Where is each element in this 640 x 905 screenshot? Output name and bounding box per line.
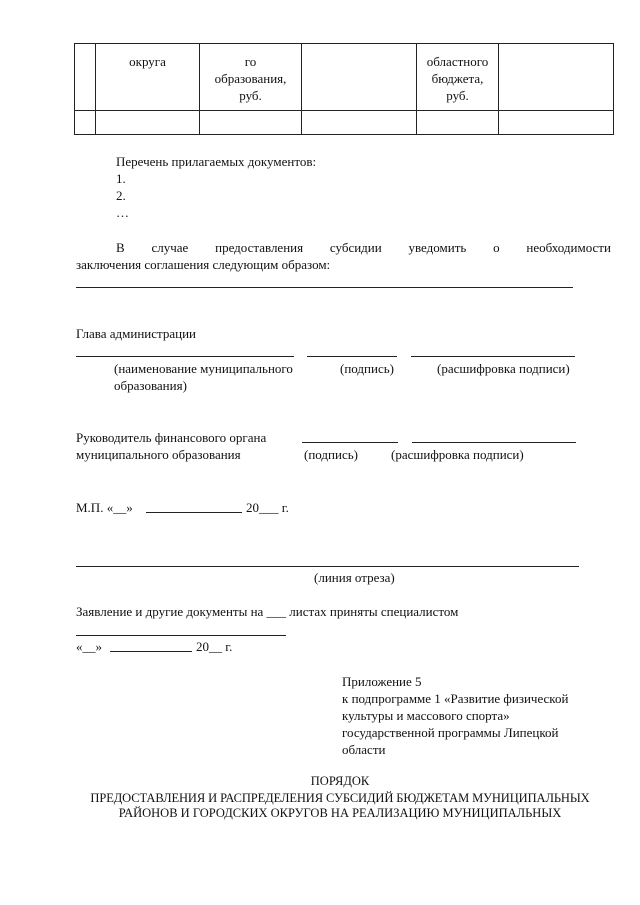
order-title: ПРЕДОСТАВЛЕНИЯ И РАСПРЕДЕЛЕНИЯ СУБСИДИЙ БЮДЖЕТАМ МУНИЦИПАЛЬНЫХ [90,791,590,805]
word: В [116,240,125,255]
table-cell [200,53,301,104]
head-admin-title: Глава администрации [76,326,197,341]
table-cell [417,53,498,104]
order-title: ПОРЯДОК [310,774,370,788]
table-col-border [613,43,614,135]
table-cell-line: го [244,54,257,69]
word: о [493,240,500,255]
table-border-bottom [74,134,614,135]
appendix-line: к подпрограмме 1 «Развитие физической [342,691,569,706]
sign-caption: (подпись) [340,361,394,376]
cut-line [76,566,579,567]
list-item: 2. [116,188,126,203]
table-border-top [74,43,614,44]
stamp-label: М.П. «__» [76,500,133,515]
signature-line [76,356,294,357]
table-cell-line: образования, [214,71,287,86]
table-cell-line: областного [426,54,489,69]
word: предоставления [215,240,304,255]
table-row-divider [74,110,614,111]
attachments-heading: Перечень прилагаемых документов: [116,154,317,169]
subsidy-notice-line1 [116,239,611,256]
table-cell: округа [129,54,166,69]
word: необходимости [526,240,611,255]
budget-table [74,43,614,135]
cut-line-caption: (линия отреза) [314,570,395,585]
table-cell-line: руб. [446,88,469,103]
table-cell-line: бюджета, [431,71,484,86]
name-caption: (наименование муниципального [114,361,293,376]
signature-line [307,356,397,357]
table-col-border [498,43,499,135]
acceptance-text: Заявление и другие документы на ___ листах приняты специалистом [76,604,459,619]
appendix-line: Приложение 5 [342,674,422,689]
word: субсидии [329,240,382,255]
fill-in-line [76,287,573,288]
finance-head-title: Руководитель финансового органа [76,430,267,445]
signature-line [302,442,398,443]
sign-caption: (подпись) [304,447,358,462]
table-cell-line: руб. [239,88,262,103]
decode-caption: (расшифровка подписи) [391,447,524,462]
appendix-line: области [342,742,386,757]
decode-caption: (расшифровка подписи) [437,361,570,376]
table-col-border [301,43,302,135]
appendix-line: государственной программы Липецкой [342,725,559,740]
subsidy-notice-line2: заключения соглашения следующим образом: [76,257,331,272]
name-caption: образования) [114,378,187,393]
table-col-border [74,43,75,135]
specialist-line [76,635,286,636]
date-line [110,651,192,652]
signature-line [411,356,575,357]
appendix-line: культуры и массового спорта» [342,708,510,723]
acceptance-year: 20__ г. [196,639,233,654]
order-title: РАЙОНОВ И ГОРОДСКИХ ОКРУГОВ НА РЕАЛИЗАЦИЮ МУНИЦИПАЛЬНЫХ [118,806,562,820]
list-item: … [116,205,129,220]
signature-line [412,442,576,443]
date-line [146,512,242,513]
acceptance-date-prefix: «__» [76,639,102,654]
list-item: 1. [116,171,126,186]
year-label: 20___ г. [246,500,289,515]
word: уведомить [408,240,467,255]
finance-head-title: муниципального образования [76,447,241,462]
word: случае [151,240,189,255]
